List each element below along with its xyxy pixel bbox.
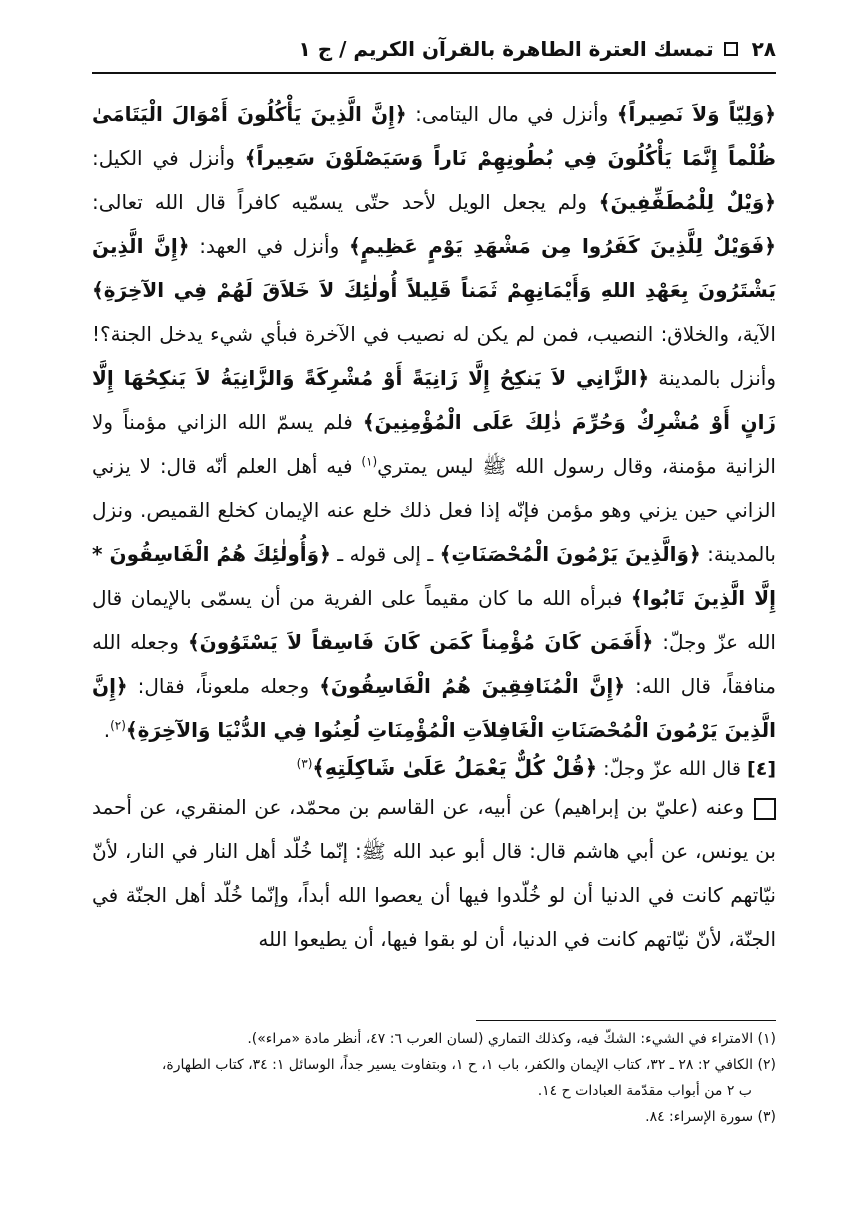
- text-segment: وأنزل في مال اليتامى:: [406, 102, 617, 126]
- footnote-2-continuation: ب ٢ من أبواب مقدّمة العبادات ح ١٤.: [537, 1083, 752, 1099]
- footnote-ref-2[interactable]: (٢): [110, 718, 126, 733]
- section-number: [٤]: [747, 758, 776, 780]
- text-segment: وعنه (عليّ بن إبراهيم) عن أبيه، عن القاسم بن محمّد، عن المنقري، عن أحمد بن يونس، عن أبي هاشم قال: قال أبو عبد الله ﷺ: إنّما خُلّد أهل النار في النار، لأنّ نيّاتهم كانت في الدنيا أن لو خُلّدوا فيها أن يعصوا الله أبداً، وإنّما خُلّد أهل الجنّة في الجنّة، لأنّ نيّاتهم كانت في الدنيا، أن لو بقوا فيها، أن يطيعوا الله: [92, 795, 776, 951]
- quran-verse: ﴿إِنَّ الْمُنَافِقِينَ هُمُ الْفَاسِقُونَ﴾: [319, 674, 625, 698]
- square-bullet-icon: [754, 798, 776, 820]
- text-segment: فلم يسمّ الله الزاني مؤمناً ولا الزانية مؤمنة، وقال رسول الله ﷺ ليس يمتري: [92, 410, 776, 478]
- quran-verse: ﴿قُلْ كُلٌّ يَعْمَلُ عَلَىٰ شَاكِلَتِهِ﴾: [312, 756, 598, 780]
- quran-verse: ﴿إِنَّ الَّذِينَ يَرْمُونَ الْمُحْصَنَاتِ الْغَافِلاَتِ الْمُؤْمِنَاتِ لُعِنُوا فِي الدُّنْيَا وَالآخِرَةِ﴾: [92, 674, 776, 742]
- page-number: ٢٨: [751, 37, 776, 61]
- text-segment: الآية، والخلاق: النصيب، فمن لم يكن له نصيب في الآخرة فبأي شيء يدخل الجنة؟! وأنزل بالمدينة: [92, 322, 776, 390]
- text-segment: .: [103, 718, 111, 742]
- quran-verse: ﴿الزَّانِي لاَ يَنكِحُ إِلَّا زَانِيَةً أَوْ مُشْرِكَةً وَالزَّانِيَةُ لاَ يَنكِحُهَا إِلَّا زَانٍ أَوْ مُشْرِكٌ وَحُرِّمَ ذٰلِكَ عَلَى الْمُؤْمِنِينَ﴾: [92, 366, 776, 434]
- paragraph-2: [92, 785, 776, 961]
- text-segment: وجعله الله منافقاً، قال الله:: [92, 630, 777, 698]
- text-segment: فبرأه الله ما كان مقيماً على الفرية من أن يسمّى بالإيمان قال الله عزّ وجلّ:: [92, 586, 776, 654]
- quran-verse: ﴿وَيْلٌ لِلْمُطَفِّفِينَ﴾: [598, 190, 776, 214]
- running-header: [92, 30, 776, 68]
- quran-verse: ﴿إِنَّ الَّذِينَ يَأْكُلُونَ أَمْوَالَ الْيَتَامَىٰ ظُلْماً إِنَّمَا يَأْكُلُونَ فِي بُطُونِهِمْ نَاراً وَسَيَصْلَوْنَ سَعِيراً﴾: [92, 102, 776, 170]
- text-segment: ولم يجعل الويل لأحد حتّى يسمّيه كافراً قال الله تعالى:: [92, 190, 599, 214]
- text-segment: فيه أهل العلم أنّه قال: لا يزني الزاني حين يزني وهو مؤمن فإنّه إذا فعل ذلك خلع عنه الإيمان كخلع القميص. ونزل بالمدينة:: [92, 454, 776, 566]
- text-segment: ـ إلى قوله ـ: [330, 542, 440, 566]
- footnote-ref-1[interactable]: (١): [361, 454, 378, 469]
- book-title: تمسك العترة الطاهرة بالقرآن الكريم / ج ١: [298, 37, 714, 61]
- text-segment: وأنزل في العهد:: [189, 234, 350, 258]
- footnotes: [92, 1026, 776, 1130]
- text-segment: وجعله ملعوناً، فقال:: [127, 674, 320, 698]
- square-ornament-icon: [724, 42, 738, 56]
- main-text: [92, 92, 776, 961]
- footnote-separator: [476, 1020, 776, 1021]
- quran-verse: ﴿وَالَّذِينَ يَرْمُونَ الْمُحْصَنَاتِ﴾: [439, 542, 701, 566]
- quran-verse: ﴿وَلِيّاً وَلاَ نَصِيراً﴾: [616, 102, 777, 126]
- section-intro: قال الله عزّ وجلّ:: [597, 758, 748, 780]
- text-segment: وأنزل في الكيل:: [92, 146, 245, 170]
- section-heading: [92, 752, 776, 785]
- quran-verse: ﴿فَوَيْلٌ لِلَّذِينَ كَفَرُوا مِن مَشْهَدِ يَوْمٍ عَظِيمٍ﴾: [349, 234, 776, 258]
- header-rule: [92, 72, 776, 74]
- quran-verse: ﴿إِنَّ الَّذِينَ يَشْتَرُونَ بِعَهْدِ اللهِ وَأَيْمَانِهِمْ ثَمَناً قَلِيلاً أُولٰئِكَ لاَ خَلاَقَ لَهُمْ فِي الآخِرَةِ﴾: [92, 234, 776, 302]
- footnote-ref-3[interactable]: (٣): [296, 756, 313, 771]
- quran-verse: ﴿أَفَمَن كَانَ مُؤْمِناً كَمَن كَانَ فَاسِقاً لاَ يَسْتَوُونَ﴾: [187, 630, 654, 654]
- footnote-1: (١) الامتراء في الشيء: الشكّ فيه، وكذلك التماري (لسان العرب ٦: ٤٧، أنظر مادة «مراء»).: [247, 1031, 776, 1047]
- footnote-2: (٢) الكافي ٢: ٢٨ ـ ٣٢، كتاب الإيمان والكفر، باب ١، ح ١، وبتفاوت يسير جداً، الوسائل ١: ٣٤، كتاب الطهارة،: [161, 1057, 776, 1073]
- footnote-3: (٣) سورة الإسراء: ٨٤.: [645, 1109, 776, 1125]
- quran-verse: ﴿وَأُولٰئِكَ هُمُ الْفَاسِقُونَ * إِلَّا الَّذِينَ تَابُوا﴾: [92, 542, 776, 610]
- paragraph-1: [92, 92, 776, 752]
